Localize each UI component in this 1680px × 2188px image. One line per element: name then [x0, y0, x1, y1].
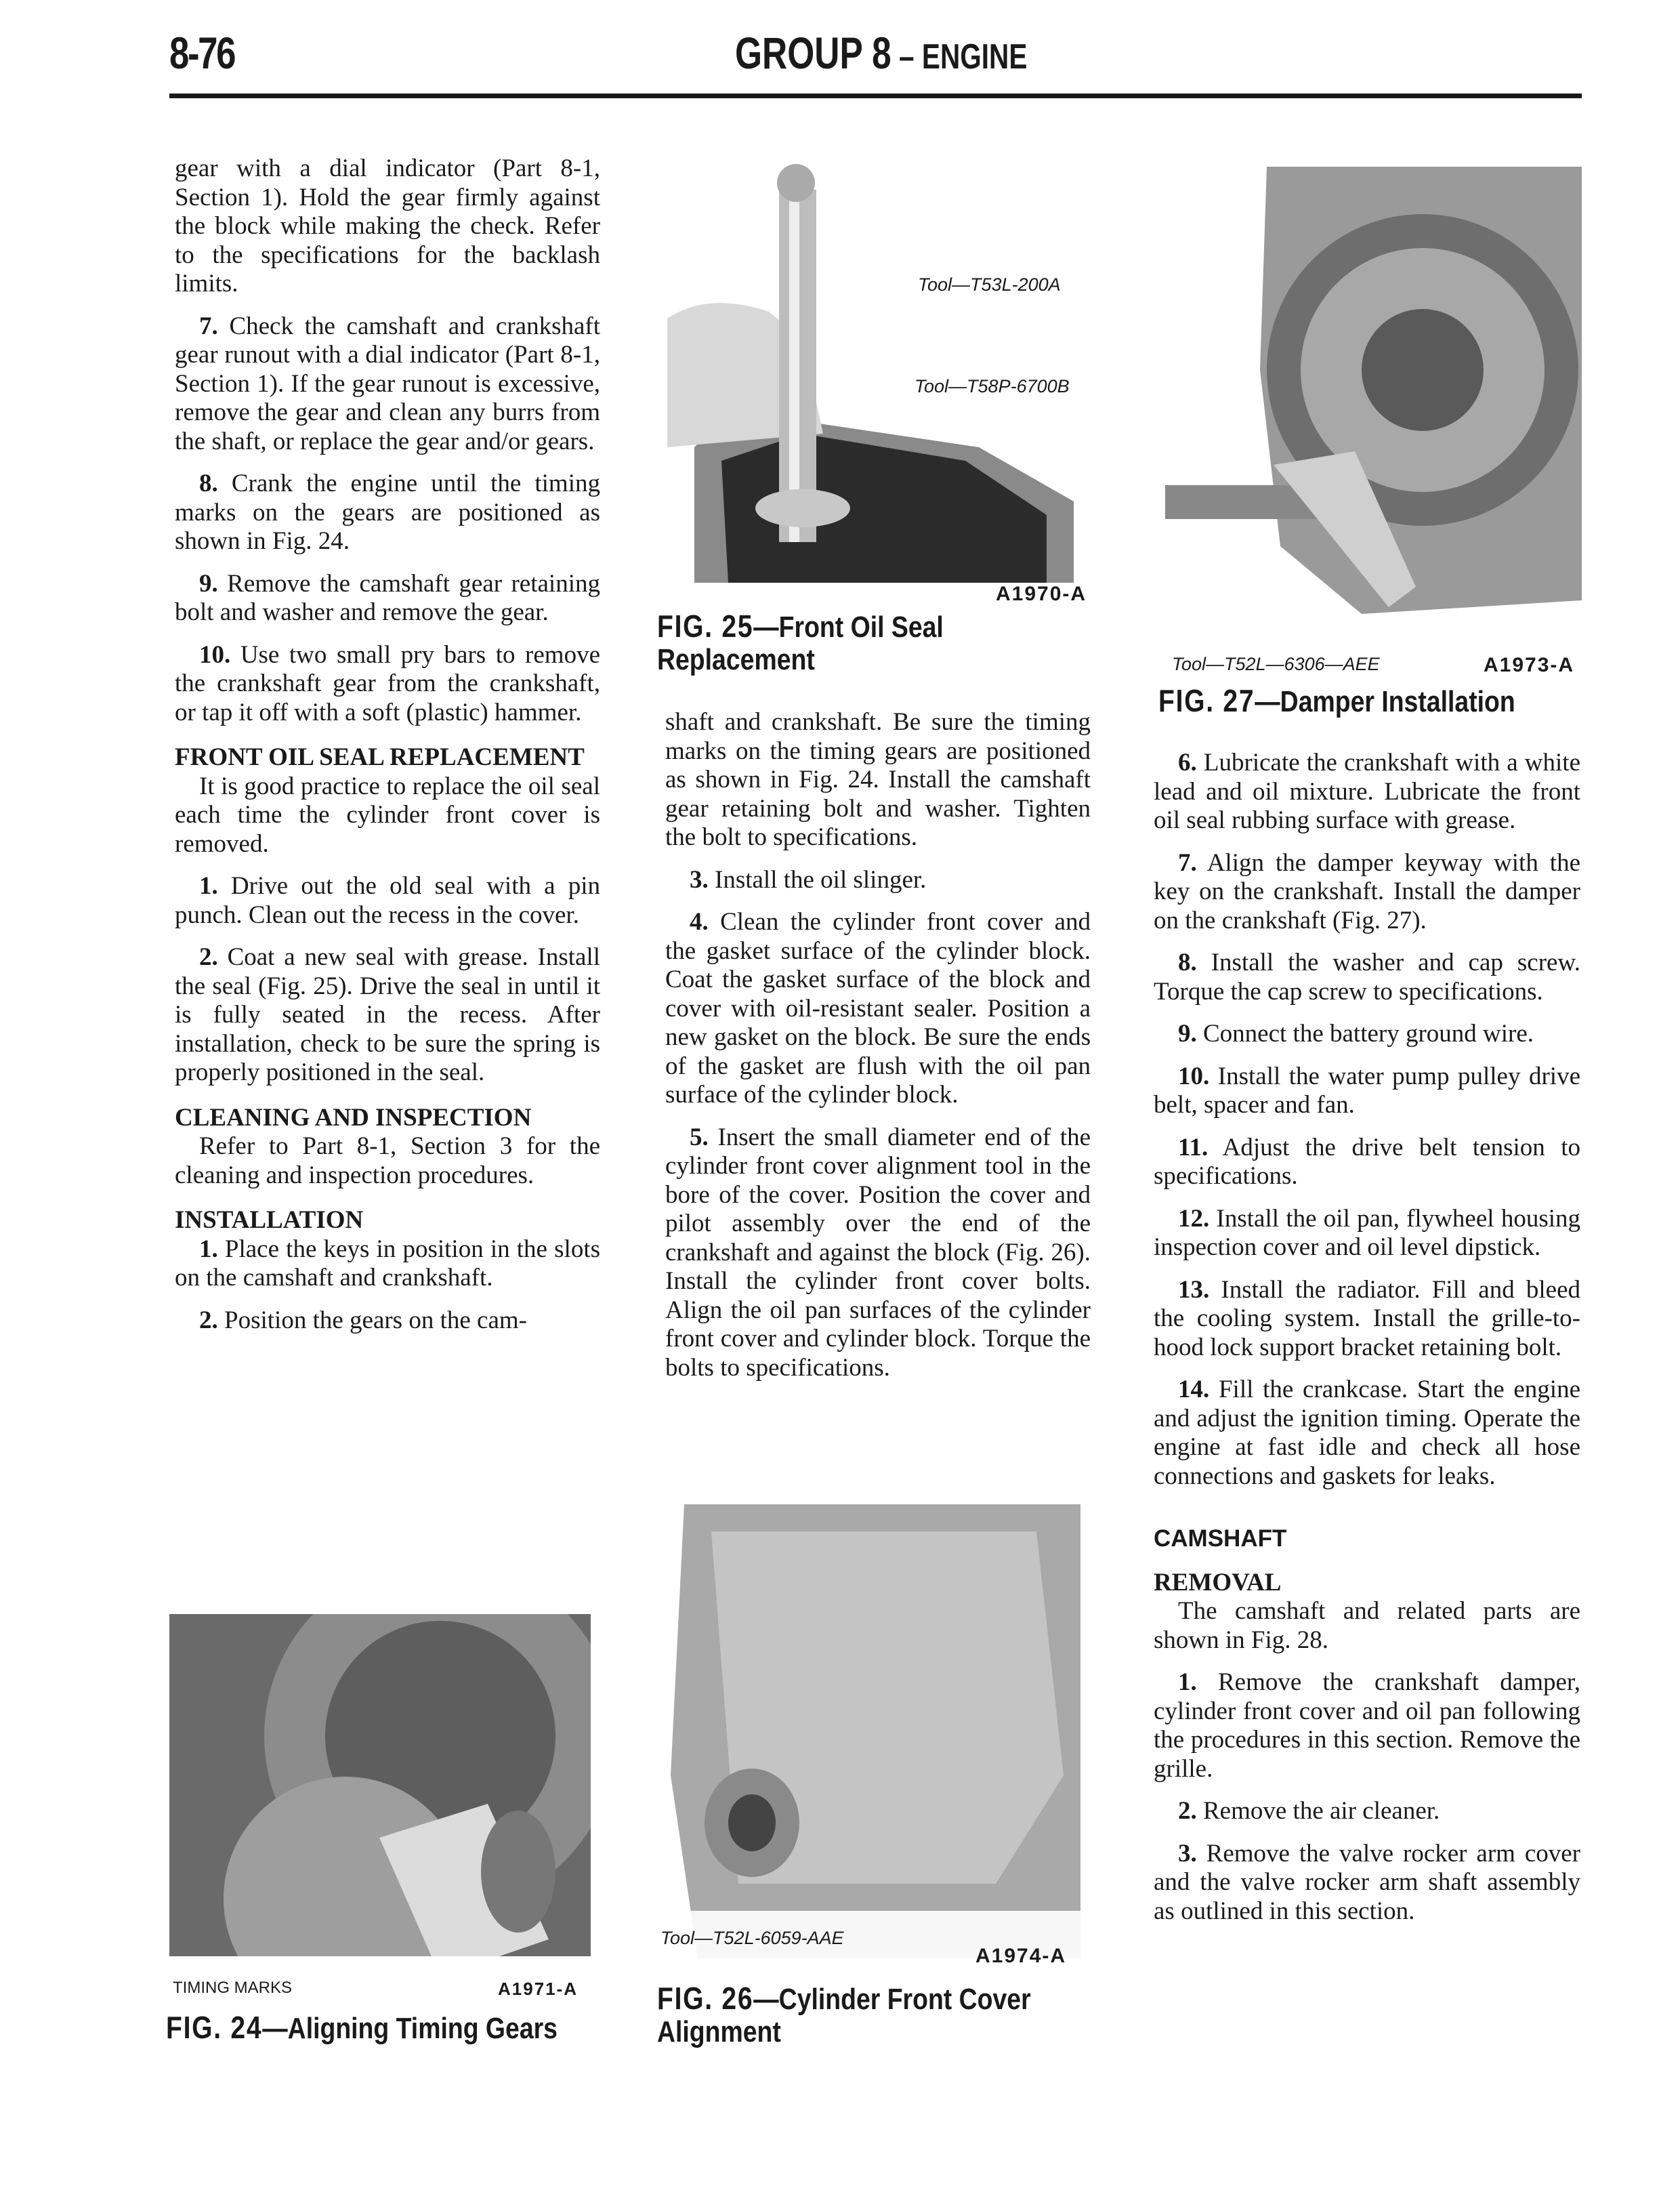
step-number: 4. — [690, 908, 709, 936]
step-number: 2. — [1178, 1797, 1197, 1825]
figure-24-photo — [169, 1614, 591, 1977]
step-text: Remove the camshaft gear retaining bolt and washer and remove the gear. — [175, 569, 600, 626]
step-number: 9. — [199, 569, 218, 598]
step-text: Refer to Part 8-1, Section 3 for the cleaning and inspection procedures. — [175, 1132, 600, 1189]
step-text: Fill the crankcase. Start the engine and adjust the ignition timing. Operate the engine at fast idle and check all hose connections and gaskets for leaks. — [1154, 1376, 1580, 1490]
step-text: Crank the engine until the timing marks on the gears are positioned as shown in Fig. 24. — [175, 470, 600, 555]
fig24-code: A1971-A — [498, 1979, 579, 1999]
section-heading: REMOVAL — [1154, 1568, 1282, 1596]
figure-27-photo — [1158, 167, 1582, 641]
procedure-step — [1154, 1840, 1580, 1926]
procedure-step — [1154, 1797, 1580, 1826]
figure-25-photo — [667, 163, 1091, 583]
step-text: Lubricate the crankshaft with a white lead and oil mixture. Lubricate the front oil seal rubbing surface with grease. — [1154, 749, 1580, 834]
step-text: Install the radiator. Fill and bleed the cooling system. Install the grille-to-hood lock support bracket retaining bolt. — [1154, 1275, 1580, 1361]
text-column-1 — [175, 154, 600, 1348]
procedure-step — [175, 943, 600, 1088]
section-heading: CAMSHAFT — [1154, 1525, 1287, 1552]
fig27-title: —Damper Installation — [1255, 685, 1515, 718]
step-text: Check the camshaft and crankshaft gear runout with a dial indicator (Part 8-1, Section 1). If the gear runout is excessive, remove the gear and clean any burrs from the shaft, or replace the gear and/or gears. — [175, 312, 600, 455]
section-heading: INSTALLATION — [175, 1206, 364, 1234]
text-column-3 — [1154, 749, 1580, 1939]
fig26-tool-label: Tool—T52L-6059-AAE — [660, 1928, 844, 1948]
paragraph — [175, 154, 600, 299]
procedure-step — [1154, 949, 1580, 1006]
step-text: Remove the valve rocker arm cover and the valve rocker arm shaft assembly as outlined in this section. — [1154, 1839, 1580, 1925]
step-text: Remove the crankshaft damper, cylinder front cover and oil pan following the procedures in this section. Remove the grille. — [1154, 1668, 1580, 1783]
fig25-code: A1970-A — [996, 583, 1087, 605]
step-text: Clean the cylinder front cover and the gasket surface of the cylinder block. Coat the gasket surface of the block and cover with oil-resistant sealer. Position a new gasket on the block. Be sure the ends of the gasket are flush with the oil pan surface of the cylinder block. — [665, 908, 1091, 1109]
step-number: 2. — [199, 943, 218, 971]
procedure-step — [1154, 1062, 1580, 1120]
procedure-step — [665, 908, 1091, 1110]
procedure-step — [1154, 1205, 1580, 1262]
fig27-number: FIG. 27 — [1158, 683, 1255, 718]
fig24-number: FIG. 24 — [166, 2010, 263, 2045]
step-text: Remove the air cleaner. — [1203, 1797, 1440, 1825]
step-number: 2. — [199, 1306, 218, 1334]
step-number: 14. — [1178, 1376, 1210, 1403]
step-number: 9. — [1178, 1020, 1197, 1048]
fig27-tool-label: Tool—T52L—6306—AEE — [1172, 654, 1380, 674]
step-number: 3. — [1178, 1839, 1197, 1867]
step-text: Connect the battery ground wire. — [1203, 1020, 1534, 1048]
procedure-step — [1154, 1020, 1580, 1049]
step-text: Adjust the drive belt tension to specifications. — [1154, 1133, 1580, 1190]
running-title — [735, 27, 1027, 79]
paragraph — [1154, 1597, 1580, 1655]
group-label: GROUP 8 — [735, 28, 891, 78]
fig26-title: —Cylinder Front Cover Alignment — [657, 1983, 1031, 2048]
procedure-step — [665, 866, 1091, 895]
procedure-step — [1154, 1276, 1580, 1363]
step-number: 11. — [1178, 1133, 1209, 1161]
procedure-step — [1154, 1668, 1580, 1783]
procedure-step — [175, 872, 600, 930]
step-number: 10. — [1178, 1062, 1210, 1090]
step-text: Coat a new seal with grease. Install the seal (Fig. 25). Drive the seal in until it is fully seated in the recess. After installation, check to be sure the spring is properly positioned in the seal. — [175, 943, 601, 1086]
step-number: 13. — [1178, 1275, 1210, 1304]
step-text: Insert the small diameter end of the cylinder front cover alignment tool in the bore of the cover. Position the cover and pilot assembly over the end of the crankshaft and against the block (Fig. 26). Install the cylinder front cover bolts. Align the oil pan surfaces of the cylinder front cover and cylinder block. Torque the bolts to specifications. — [665, 1123, 1091, 1382]
step-text: Position the gears on the cam- — [224, 1306, 527, 1334]
step-number: 1. — [199, 1235, 218, 1263]
step-number: 7. — [1178, 848, 1197, 877]
section-heading: FRONT OIL SEAL REPLACEMENT — [175, 743, 585, 771]
fig24-timing-marks-label: TIMING MARKS — [173, 1979, 293, 1997]
step-text: It is good practice to replace the oil seal each time the cylinder front cover is removed. — [175, 772, 600, 858]
step-number: 1. — [199, 872, 218, 900]
step-number: 3. — [690, 865, 709, 894]
procedure-step — [175, 470, 600, 556]
fig27-caption — [1158, 684, 1584, 718]
procedure-step — [175, 312, 600, 457]
step-text: Install the oil pan, flywheel housing inspection cover and oil level dipstick. — [1154, 1204, 1581, 1261]
text-column-2 — [665, 708, 1091, 1396]
step-number: 8. — [1178, 949, 1197, 976]
step-number: 12. — [1178, 1204, 1210, 1233]
paragraph — [665, 708, 1091, 852]
section-label: ENGINE — [921, 37, 1028, 77]
procedure-step — [175, 1235, 600, 1293]
section-heading: CLEANING AND INSPECTION — [175, 1103, 532, 1132]
procedure-step — [1154, 1134, 1580, 1191]
fig25-tool2-label: Tool—T58P-6700B — [915, 376, 1070, 396]
step-text: Drive out the old seal with a pin punch. Clean out the recess in the cover. — [175, 872, 600, 929]
fig24-title: —Aligning Timing Gears — [262, 2012, 558, 2045]
step-text: Install the washer and cap screw. Torque the cap screw to specifications. — [1154, 949, 1580, 1006]
procedure-step — [665, 1123, 1091, 1383]
step-text: Align the damper keyway with the key on the crankshaft. Install the damper on the crankshaft (Fig. 27). — [1154, 848, 1580, 934]
step-number: 1. — [1178, 1668, 1197, 1696]
step-number: 5. — [690, 1123, 709, 1151]
step-text: Install the water pump pulley drive belt, spacer and fan. — [1154, 1062, 1581, 1119]
fig26-number: FIG. 26 — [657, 1981, 754, 2016]
figure-26-photo — [657, 1504, 1080, 1958]
step-number: 10. — [199, 640, 231, 669]
step-text: shaft and crankshaft. Be sure the timing marks on the timing gears are positioned as shown in Fig. 24. Install the camshaft gear retaining bolt and washer. Tighten the bolt to specifications. — [665, 708, 1091, 851]
fig24-caption — [166, 2011, 581, 2045]
procedure-step — [175, 570, 600, 627]
step-text: gear with a dial indicator (Part 8-1, Section 1). Hold the gear firmly against the block while making the check. Refer to the specifications for the backlash limits. — [175, 154, 600, 297]
procedure-step — [1154, 849, 1580, 936]
procedure-step — [1154, 749, 1580, 835]
fig27-code: A1973-A — [1484, 654, 1575, 676]
fig25-title: —Front Oil Seal Replacement — [657, 611, 944, 676]
step-number: 7. — [199, 312, 218, 340]
header-rule — [169, 94, 1582, 98]
paragraph — [175, 1132, 600, 1190]
paragraph — [175, 772, 600, 859]
fig25-caption — [657, 610, 1060, 676]
procedure-step — [1154, 1376, 1580, 1491]
step-text: Use two small pry bars to remove the crankshaft gear from the crankshaft, or tap it off with a soft (plastic) hammer. — [175, 640, 600, 726]
step-number: 8. — [199, 470, 218, 497]
step-text: Place the keys in position in the slots on the camshaft and crankshaft. — [175, 1235, 600, 1292]
fig26-code: A1974-A — [975, 1945, 1067, 1967]
step-number: 6. — [1178, 749, 1197, 777]
page-number: 8-76 — [169, 28, 235, 78]
procedure-step — [175, 641, 600, 728]
fig25-tool1-label: Tool—T53L-200A — [918, 274, 1061, 295]
title-dash: – — [891, 37, 922, 77]
fig26-caption — [657, 1982, 1049, 2048]
step-text: Install the oil slinger. — [715, 865, 927, 894]
step-text: The camshaft and related parts are shown in Fig. 28. — [1154, 1597, 1580, 1654]
fig25-number: FIG. 25 — [657, 608, 754, 644]
procedure-step — [175, 1306, 600, 1336]
